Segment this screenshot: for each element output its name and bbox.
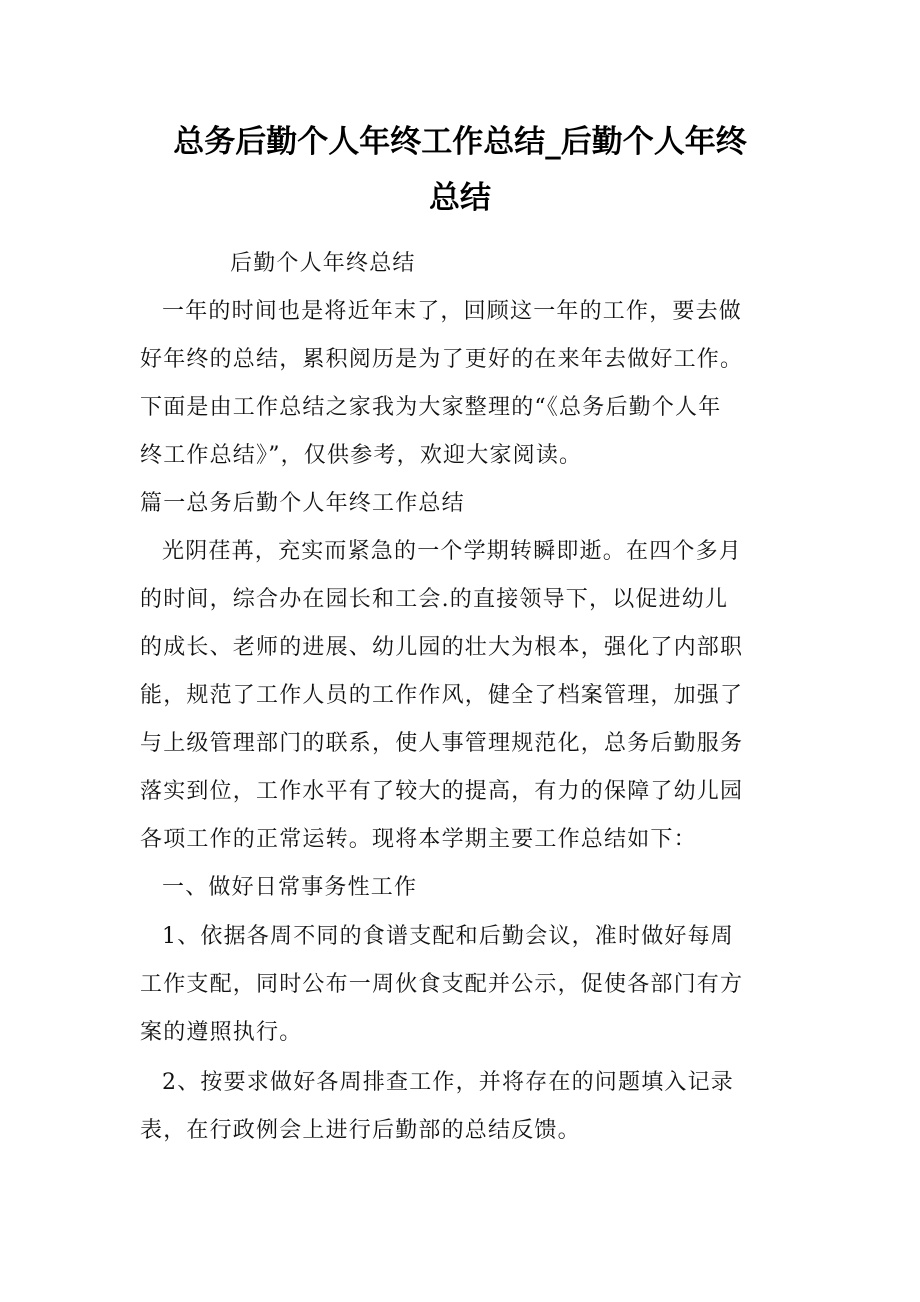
section-heading: 篇一总务后勤个人年终工作总结 bbox=[140, 491, 465, 516]
subheading: 一、做好日常事务性工作 bbox=[162, 875, 418, 900]
intro-line-1: 一年的时间也是将近年末了，回顾这一年的工作，要去做 bbox=[162, 299, 743, 324]
item2-line-2: 表，在行政例会上进行后勤部的总结反馈。 bbox=[140, 1118, 581, 1143]
intro-line-3: 下面是由工作总结之家我为大家整理的“《总务后勤个人年 bbox=[140, 395, 722, 420]
body-line-7: 各项工作的正常运转。现将本学期主要工作总结如下： bbox=[140, 827, 697, 852]
body-line-1: 光阴荏苒，充实而紧急的一个学期转瞬即逝。在四个多月 bbox=[162, 539, 743, 564]
document-subtitle: 后勤个人年终总结 bbox=[230, 251, 416, 276]
body-line-2: 的时间，综合办在园长和工会.的直接领导下，以促进幼儿 bbox=[140, 587, 729, 612]
item1-line-1: 1、依据各周不同的食谱支配和后勤会议，准时做好每周 bbox=[162, 924, 734, 949]
item2-line-1: 2、按要求做好各周排查工作，并将存在的问题填入记录 bbox=[162, 1070, 734, 1095]
intro-line-4: 终工作总结》”，仅供参考，欢迎大家阅读。 bbox=[140, 443, 583, 468]
document-title-line-1: 总务后勤个人年终工作总结_后勤个人年终 bbox=[173, 124, 747, 160]
item1-line-2: 工作支配，同时公布一周伙食支配并公示，促使各部门有方 bbox=[140, 972, 744, 997]
document-title-line-2: 总结 bbox=[429, 180, 491, 216]
body-line-6: 落实到位，工作水平有了较大的提高，有力的保障了幼儿园 bbox=[140, 779, 744, 804]
body-line-4: 能，规范了工作人员的工作作风，健全了档案管理，加强了 bbox=[140, 683, 744, 708]
intro-line-2: 好年终的总结，累积阅历是为了更好的在来年去做好工作。 bbox=[140, 347, 744, 372]
item1-line-3: 案的遵照执行。 bbox=[140, 1020, 303, 1045]
body-line-5: 与上级管理部门的联系，使人事管理规范化，总务后勤服务 bbox=[140, 731, 744, 756]
body-line-3: 的成长、老师的进展、幼儿园的壮大为根本，强化了内部职 bbox=[140, 635, 744, 660]
